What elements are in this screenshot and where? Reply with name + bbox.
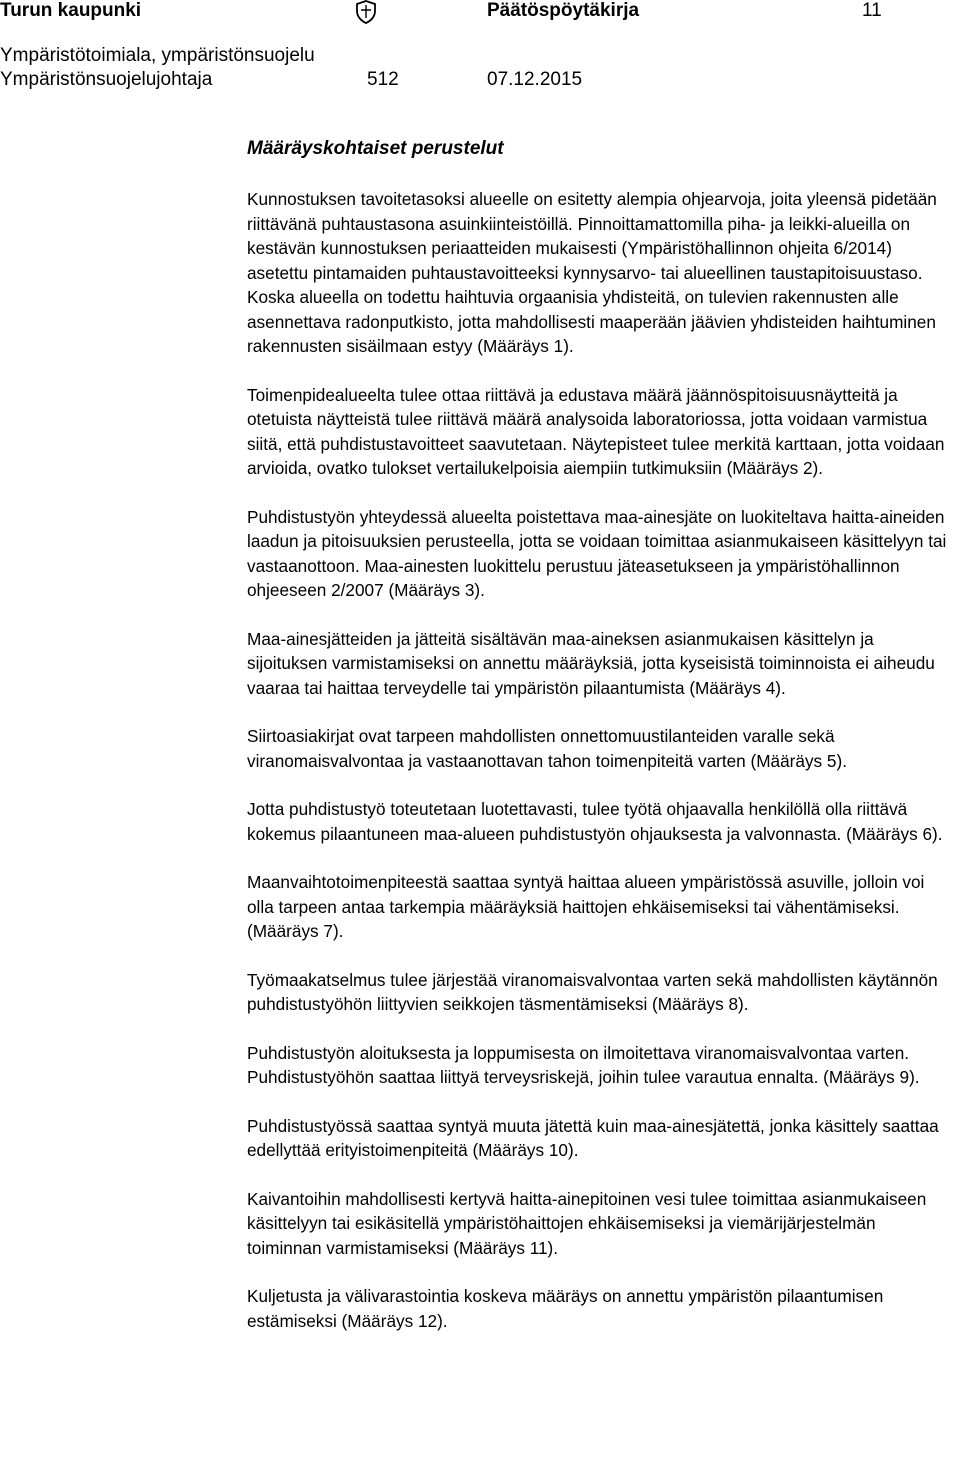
official-title: Ympäristönsuojelujohtaja [0,69,213,90]
paragraph: Siirtoasiakirjat ovat tarpeen mahdollisten onnettomuustilanteiden varalle sekä viranomaisvalvontaa ja vastaanottavan tahon toimenpiteitä varten (Määräys 5). [247,726,847,771]
paragraph: Puhdistustyön yhteydessä alueelta poistettava maa-ainesjäte on luokiteltava haitta-aineiden laadun ja pitoisuuksien perusteella, jotta se voidaan toimittaa asianmukaiseen käsittelyyn tai vastaanottoon. Maa-ainesten luokittelu perustuu jäteasetukseen ja ympäristöhallinnon ohjeeseen 2/2007 (Määräys 3). [247,506,947,600]
paragraph: Jotta puhdistustyö toteutetaan luotettavasti, tulee työtä ohjaavalla henkilöllä olla riittävä kokemus pilaantuneen maa-alueen puhdistustyön ohjauksesta ja valvonnasta. (Määräys 6). [247,799,943,844]
paragraph: Toimenpidealueelta tulee ottaa riittävä ja edustava määrä jäännöspitoisuusnäytteitä ja otetuista näytteistä tulee riittävä määrä analysoida laboratoriossa, jotta voidaan varmistua siitä, että puhdistustavoitteet saavutetaan. Näytepisteet tulee merkitä karttaan, jotta voidaan arvioida, ovatko tulokset vertailukelpoisia aiempiin tutkimuksiin (Määräys 2). [247,384,945,478]
section-title: Määräyskohtaiset perustelut [247,138,504,159]
document-body [247,187,947,1357]
city-name: Turun kaupunki [0,0,142,21]
paragraph: Kunnostuksen tavoitetasoksi alueelle on esitetty alempia ohjearvoja, joita yleensä pidetään riittävänä puhtaustasona asuinkiinteistöillä. Pinnoittamattomilla piha- ja leikki-alueilla on kestävän kunnostuksen periaatteiden mukaisesti (Ympäristöhallinnon ohjeita 6/2014) asetettu pintamaiden puhtaustavoitteeksi kynnysarvo- tai alueellinen taustapitoisuustaso. Koska alueella on todettu haihtuvia orgaanisia yhdisteitä, on tulevien rakennusten alle asennettava radonputkisto, jotta mahdollisesti maaperään jäävien yhdisteiden haihtuminen rakennusten sisäilmaan estyy (Määräys 1). [247,189,937,356]
paragraph: Maa-ainesjätteiden ja jätteitä sisältävän maa-aineksen asianmukaisen käsittelyn ja sijoituksen varmistamiseksi on annettu määräyksiä, jotta kyseisistä toiminnoista ei aiheudu vaaraa tai haittaa terveydelle tai ympäristön pilaantumista (Määräys 4). [247,628,935,698]
page-number: 11 [862,0,882,21]
department-name: Ympäristötoimiala, ympäristönsuojelu [0,45,315,66]
paragraph: Puhdistustyössä saattaa syntyä muuta jätettä kuin maa-ainesjätettä, jonka käsittely saattaa edellyttää erityistoimenpiteitä (Määräys 10). [247,1115,939,1160]
paragraph: Maanvaihtotoimenpiteestä saattaa syntyä haittaa alueen ympäristössä asuville, jolloin voi olla tarpeen antaa tarkempia määräyksiä haittojen ehkäisemiseksi tai vähentämiseksi. (Määräys 7). [247,872,925,941]
shield-crest-icon [354,0,378,24]
section-number: 512 [367,69,399,90]
paragraph: Kaivantoihin mahdollisesti kertyvä haitta-ainepitoinen vesi tulee toimittaa asianmukaiseen käsittelyyn tai esikäsitellä ympäristöhaittojen ehkäisemiseksi ja viemärijärjestelmän toiminnan varmistamiseksi (Määräys 11). [247,1188,927,1258]
paragraph: Puhdistustyön aloituksesta ja loppumisesta on ilmoitettava viranomaisvalvontaa varten. Puhdistustyöhön saattaa liittyä terveysriskejä, joihin tulee varautua ennalta. (Määräys 9). [247,1042,920,1087]
paragraph: Kuljetusta ja välivarastointia koskeva määräys on annettu ympäristön pilaantumisen estämiseksi (Määräys 12). [247,1286,884,1331]
meeting-date: 07.12.2015 [487,69,583,90]
paragraph: Työmaakatselmus tulee järjestää viranomaisvalvontaa varten sekä mahdollisten käytännön puhdistustyöhön liittyvien seikkojen täsmentämiseksi (Määräys 8). [247,969,938,1014]
document-type: Päätöspöytäkirja [487,0,640,21]
